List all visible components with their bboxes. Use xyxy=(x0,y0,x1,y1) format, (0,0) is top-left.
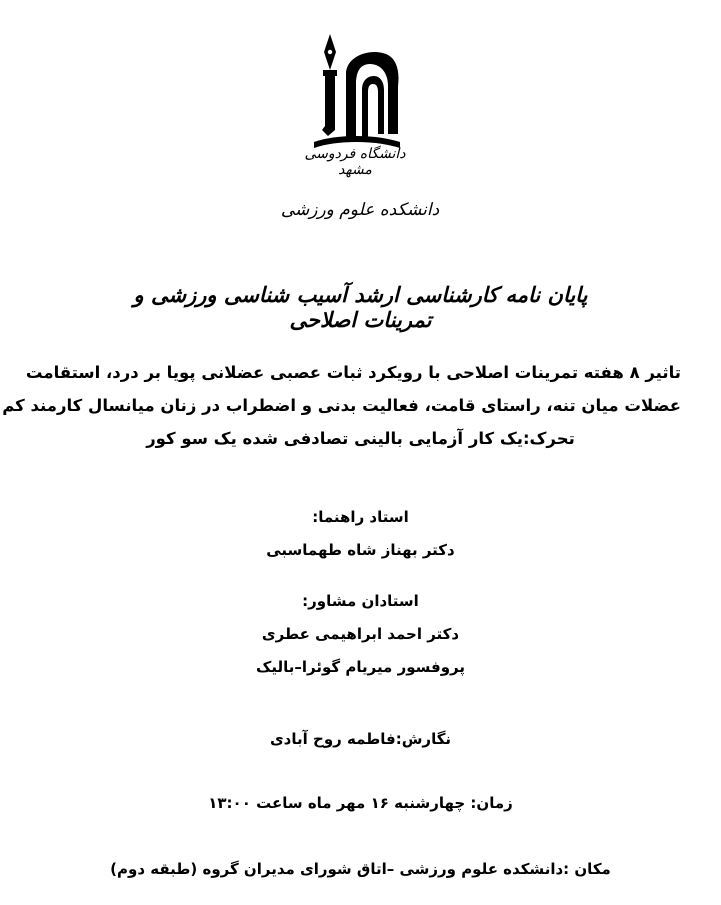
thesis-type-heading: پایان نامه کارشناسی ارشد آسیب شناسی ورزشی و تمرینات اصلاحی xyxy=(133,282,588,332)
university-name: دانشگاه فردوسی مشهد xyxy=(304,146,406,178)
thesis-title xyxy=(2,356,681,455)
supervisor-name: دکتر بهناز شاه طهماسبی xyxy=(266,541,455,559)
supervisor-label: استاد راهنما: xyxy=(312,508,409,526)
advisors-label: استادان مشاور: xyxy=(302,592,419,610)
thesis-title-line: تاثیر ۸ هفته تمرینات اصلاحی با رویکرد ثبات عصبی عضلانی پویا بر درد، استقامت xyxy=(25,363,681,382)
defense-place: مکان :دانشکده علوم ورزشی –اتاق شورای مدیران گروه (طبقه دوم) xyxy=(110,860,611,878)
advisor-name: پروفسور میریام گوئرا–بالیک xyxy=(256,658,465,676)
author-line: نگارش:فاطمه روح آبادی xyxy=(269,730,452,748)
advisor-name: دکتر احمد ابراهیمی عطری xyxy=(261,625,460,643)
defense-time: زمان: چهارشنبه ۱۶ مهر ماه ساعت ۱۳:۰۰ xyxy=(208,794,513,812)
faculty-name: دانشکده علوم ورزشی xyxy=(280,200,440,220)
thesis-title-line: تحرک:یک کار آزمایی بالینی تصادفی شده یک سو کور xyxy=(146,429,575,448)
thesis-title-line: عضلات میان تنه، راستای قامت، فعالیت بدنی و اضطراب در زنان میانسال کارمند کم xyxy=(2,396,681,415)
